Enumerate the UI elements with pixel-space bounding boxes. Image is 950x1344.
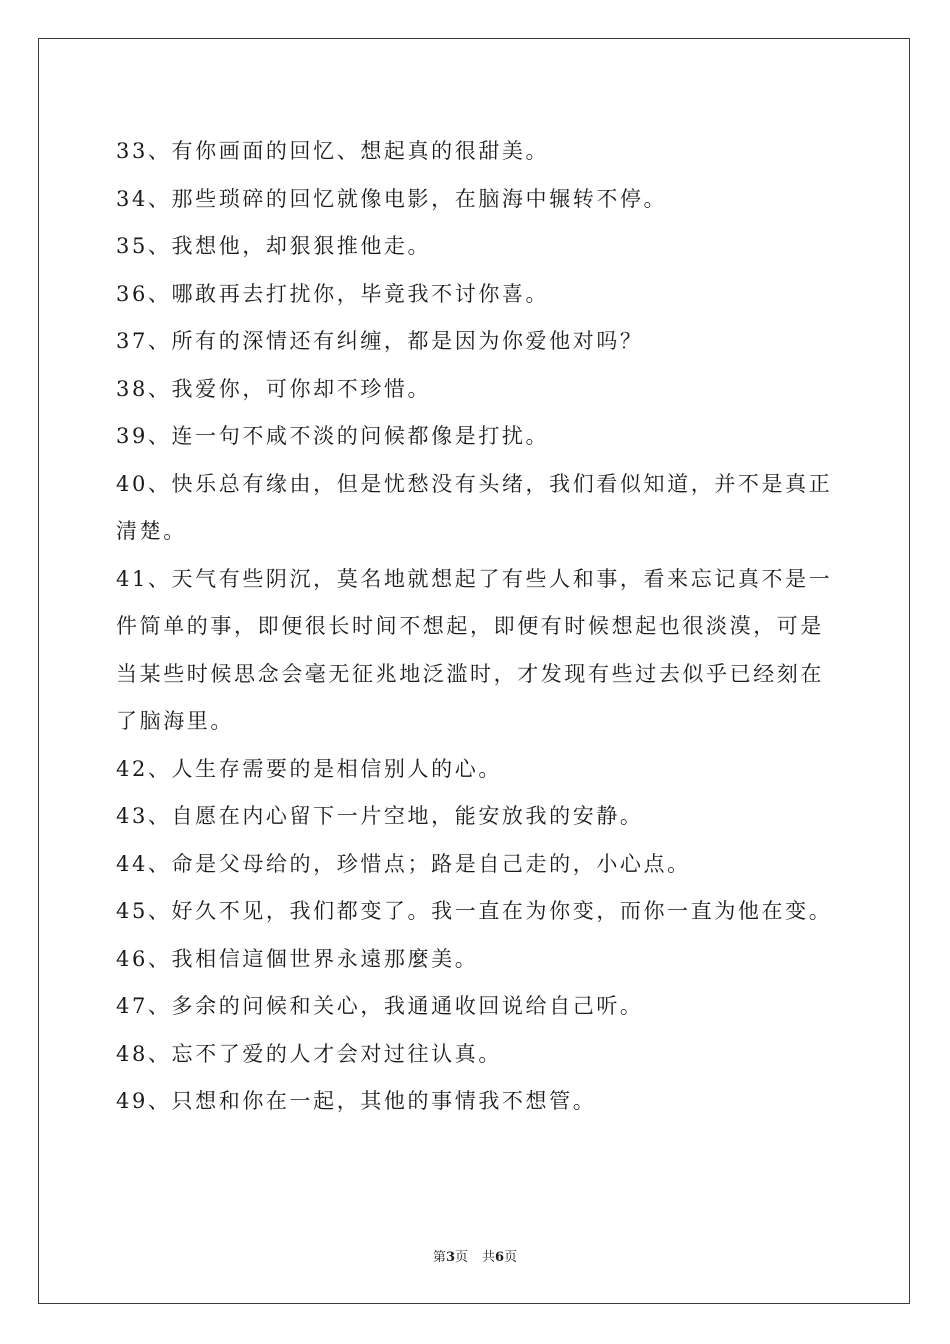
text-line: 46、我相信這個世界永遠那麼美。 xyxy=(116,946,479,971)
text-line: 37、所有的深情还有纠缠，都是因为你爱他对吗？ xyxy=(116,329,644,353)
page-suffix: 页 xyxy=(454,1250,468,1265)
text-line: 36、哪敢再去打扰你，毕竟我不讨你喜。 xyxy=(116,281,550,306)
total-suffix: 页 xyxy=(504,1250,518,1265)
total-pages: 6 xyxy=(495,1250,505,1265)
text-line: 35、我想他，却狠狠推他走。 xyxy=(116,234,432,258)
text-line: 件简单的事，即便很长时间不想起，即便有时候想起也很淡漠，可是 xyxy=(116,614,824,638)
text-line: 44、命是父母给的，珍惜点；路是自己走的，小心点。 xyxy=(116,851,691,876)
document-body xyxy=(116,128,838,1126)
page-prefix: 第 xyxy=(432,1250,446,1265)
text-line: 49、只想和你在一起，其他的事情我不想管。 xyxy=(116,1089,597,1113)
text-line: 47、多余的问候和关心，我通通收回说给自己听。 xyxy=(116,994,644,1018)
text-line: 38、我爱你，可你却不珍惜。 xyxy=(116,376,432,401)
text-line: 40、快乐总有缘由，但是忧愁没有头绪，我们看似知道，并不是真正 xyxy=(116,471,833,496)
text-line: 42、人生存需要的是相信别人的心。 xyxy=(116,756,502,781)
page-footer xyxy=(0,1246,950,1265)
text-line: 33、有你画面的回忆、想起真的很甜美。 xyxy=(116,139,550,163)
text-line: 清楚。 xyxy=(116,519,187,543)
text-line: 43、自愿在内心留下一片空地，能安放我的安静。 xyxy=(116,804,644,828)
text-line: 34、那些琐碎的回忆就像电影，在脑海中辗转不停。 xyxy=(116,186,668,211)
text-line: 当某些时候思念会毫无征兆地泛滥时，才发现有些过去似乎已经刻在 xyxy=(116,661,824,686)
text-line: 39、连一句不咸不淡的问候都像是打扰。 xyxy=(116,424,550,448)
total-prefix: 共 xyxy=(482,1250,496,1265)
page-number: 3 xyxy=(445,1250,455,1265)
text-line: 了脑海里。 xyxy=(116,709,234,733)
text-line: 41、天气有些阴沉，莫名地就想起了有些人和事，看来忘记真不是一 xyxy=(116,566,833,591)
text-line: 48、忘不了爱的人才会对过往认真。 xyxy=(116,1041,502,1066)
text-line: 45、好久不见，我们都变了。我一直在为你变，而你一直为他在变。 xyxy=(116,899,833,923)
